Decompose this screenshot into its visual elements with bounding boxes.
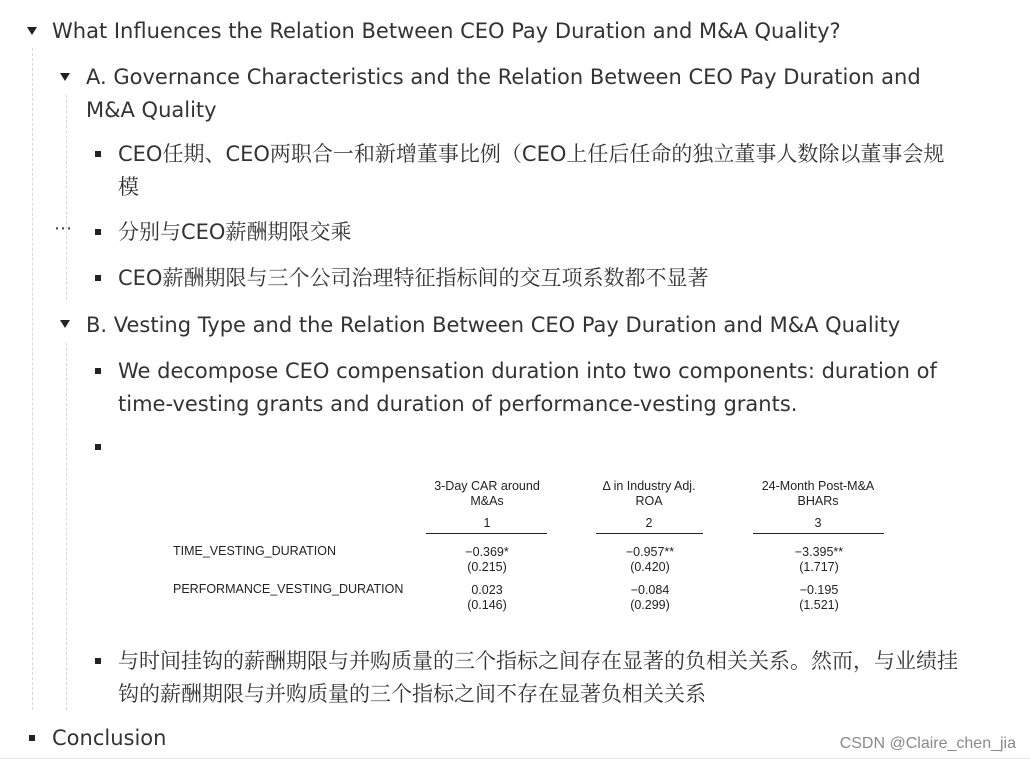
table-col-header: 3-Day CAR around	[434, 479, 540, 493]
table-rule	[753, 533, 884, 534]
table-cell-coef: −0.195	[799, 583, 839, 597]
table-cell-se: (1.521)	[799, 598, 839, 612]
table-cell-se: (0.299)	[630, 598, 670, 612]
table-rule	[426, 533, 547, 534]
table-row-label: PERFORMANCE_VESTING_DURATION	[173, 582, 404, 596]
table-cell-coef: −0.369*	[465, 545, 509, 559]
table-cell-coef: −0.084	[630, 583, 670, 597]
table-row-label: TIME_VESTING_DURATION	[173, 544, 336, 558]
table-col-header: BHARs	[797, 494, 839, 508]
bullet-icon	[95, 658, 101, 664]
outline-heading-top: What Influences the Relation Between CEO Pay Duration and M&A Quality?	[52, 19, 841, 43]
outline-heading-section-b: B. Vesting Type and the Relation Between CEO Pay Duration and M&A Quality	[86, 313, 901, 337]
list-item: We decompose CEO compensation duration into two components: duration of time-vesting grants and duration of performance-vesting grants.	[118, 359, 937, 416]
table-cell-se: (0.146)	[467, 598, 507, 612]
table-col-number: 3	[814, 516, 822, 530]
table-cell-coef: −3.395**	[794, 545, 844, 559]
list-item: CEO任期、CEO两职合一和新增董事比例（CEO上任后任命的独立董事人数除以董事会规模	[118, 142, 945, 199]
list-item: CEO薪酬期限与三个公司治理特征指标间的交互项系数都不显著	[118, 266, 709, 290]
bullet-icon	[29, 735, 35, 741]
table-col-header: Δ in Industry Adj.	[602, 479, 696, 493]
divider	[0, 758, 1030, 759]
table-cell-se: (0.215)	[467, 560, 507, 574]
list-item: 分别与CEO薪酬期限交乘	[118, 220, 352, 244]
more-options-icon[interactable]: ⋯	[54, 218, 73, 239]
table-col-header: ROA	[635, 494, 663, 508]
table-cell-coef: 0.023	[471, 583, 503, 597]
table-cell-se: (1.717)	[799, 560, 839, 574]
outline-heading-section-a: A. Governance Characteristics and the Relation Between CEO Pay Duration and M&A Quality	[86, 65, 921, 122]
table-rule	[596, 533, 703, 534]
table-col-number: 1	[483, 516, 491, 530]
table-col-header: M&As	[470, 494, 504, 508]
table-col-number: 2	[645, 516, 653, 530]
table-cell-se: (0.420)	[630, 560, 670, 574]
outline-heading-conclusion: Conclusion	[52, 726, 167, 750]
table-cell-coef: −0.957**	[625, 545, 675, 559]
table-col-header: 24-Month Post-M&A	[761, 479, 875, 493]
watermark: CSDN @Claire_chen_jia	[839, 735, 1016, 752]
list-item: 与时间挂钩的薪酬期限与并购质量的三个指标之间存在显著的负相关关系。然而，与业绩挂钩的薪酬期限与并购质量的三个指标之间不存在显著负相关关系	[118, 649, 958, 706]
